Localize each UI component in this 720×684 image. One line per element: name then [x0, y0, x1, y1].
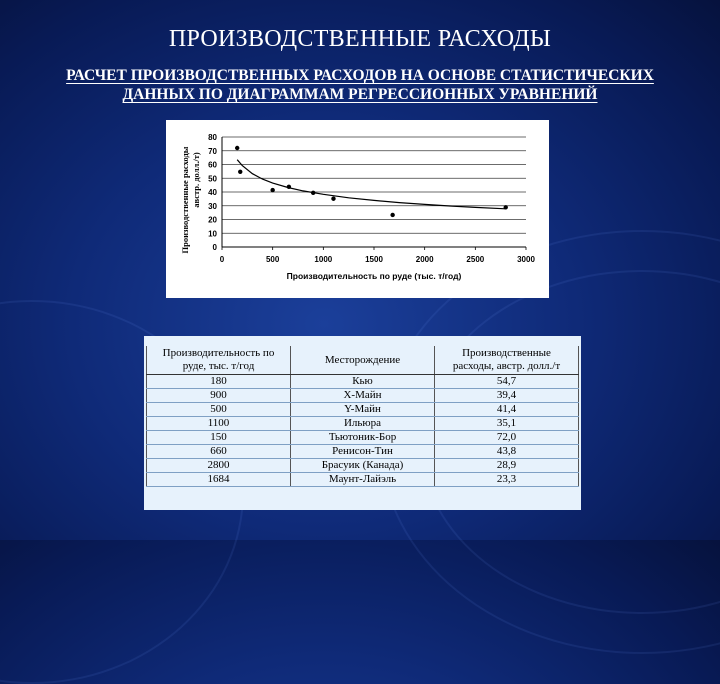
- y-tick-label: 40: [208, 188, 217, 197]
- y-tick-label: 10: [208, 229, 217, 239]
- table-row: [147, 445, 579, 459]
- table-cell: Ренисон-Тин: [291, 445, 435, 459]
- y-tick-label: 0: [212, 243, 217, 252]
- slide-title: ПРОИЗВОДСТВЕННЫЕ РАСХОДЫ: [168, 26, 552, 52]
- table-header-cell: [435, 346, 579, 375]
- table-row: [147, 431, 579, 445]
- table-cell: 500: [147, 403, 291, 417]
- data-table-panel: [144, 336, 581, 510]
- table-row: [147, 389, 579, 403]
- x-tick-label: 0: [219, 255, 225, 264]
- table-header-cell: [291, 346, 435, 375]
- header-text: расходы, австр. долл./т: [452, 360, 561, 372]
- table-cell: 54,7: [435, 375, 579, 389]
- slide-subtitle: [8, 66, 712, 104]
- table-cell: 41,4: [435, 403, 579, 417]
- x-tick-label: 2000: [415, 255, 434, 264]
- table-header-row: [147, 346, 579, 375]
- table-cell: 1684: [147, 473, 291, 487]
- table-cell: 900: [147, 389, 291, 403]
- data-point: [238, 170, 242, 174]
- data-table: [146, 346, 579, 487]
- table-cell: 2800: [147, 459, 291, 473]
- header-text: Производительность по: [162, 347, 275, 359]
- subtitle-line-1: РАСЧЕТ ПРОИЗВОДСТВЕННЫХ РАСХОДОВ НА ОСНОВЕ СТАТИСТИЧЕСКИХ: [66, 67, 654, 84]
- table-cell: 28,9: [435, 459, 579, 473]
- y-axis-label: Производственные расходы: [180, 146, 190, 254]
- x-tick-label: 2500: [466, 255, 485, 264]
- x-tick-label: 1500: [365, 255, 383, 264]
- data-point: [390, 213, 394, 217]
- data-point: [311, 191, 315, 195]
- regression-trendline: [237, 160, 506, 209]
- table-cell: 39,4: [435, 389, 579, 403]
- table-cell: Ильюра: [291, 417, 435, 431]
- table-cell: 23,3: [435, 473, 579, 487]
- table-cell: 1100: [147, 417, 291, 431]
- table-cell: 43,8: [435, 445, 579, 459]
- y-tick-label: 20: [208, 215, 217, 225]
- table-row: [147, 473, 579, 487]
- table-cell: Кью: [291, 375, 435, 389]
- table-cell: Y-Майн: [291, 403, 435, 417]
- y-tick-label: 30: [208, 201, 217, 211]
- x-tick-label: 1000: [314, 255, 333, 264]
- table-row: [147, 375, 579, 389]
- header-text: Производственные: [462, 347, 551, 359]
- table-row: [147, 417, 579, 431]
- x-axis-label: Производительность по руде (тыс. т/год): [286, 271, 462, 281]
- chart-svg: [166, 120, 549, 298]
- y-tick-label: 50: [208, 174, 217, 184]
- y-tick-label: 80: [208, 133, 217, 142]
- data-point: [287, 185, 291, 189]
- x-tick-label: 500: [265, 255, 280, 264]
- x-tick-label: 3000: [517, 255, 535, 264]
- data-point: [504, 205, 508, 209]
- y-tick-label: 60: [208, 160, 217, 170]
- table-cell: 180: [147, 375, 291, 389]
- table-cell: 35,1: [435, 417, 579, 431]
- table-body: [147, 375, 579, 487]
- header-text: руде, тыс. т/год: [182, 360, 255, 372]
- table-cell: 660: [147, 445, 291, 459]
- table-header-cell: [147, 346, 291, 375]
- table-cell: Тьютоник-Бор: [291, 431, 435, 445]
- data-point: [331, 197, 335, 201]
- y-axis-label: австр. долл./т): [191, 152, 201, 208]
- table-cell: X-Майн: [291, 389, 435, 403]
- table-cell: 150: [147, 431, 291, 445]
- y-tick-label: 70: [208, 146, 217, 156]
- table-cell: Маунт-Лайэль: [291, 473, 435, 487]
- table-cell: Брасуик (Канада): [291, 459, 435, 473]
- data-point: [270, 188, 274, 192]
- table-row: [147, 403, 579, 417]
- data-point: [235, 146, 239, 150]
- table-cell: 72,0: [435, 431, 579, 445]
- regression-chart: [166, 120, 549, 298]
- header-text: Месторождение: [324, 353, 401, 366]
- subtitle-line-2: ДАННЫХ ПО ДИАГРАММАМ РЕГРЕССИОННЫХ УРАВНЕНИЙ: [122, 86, 598, 103]
- table-row: [147, 459, 579, 473]
